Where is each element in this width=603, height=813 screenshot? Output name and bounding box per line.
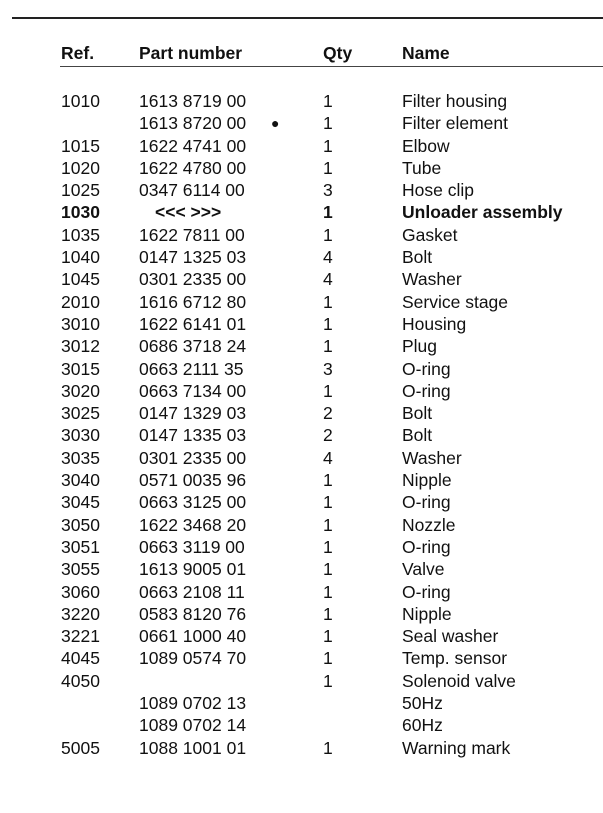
cell-qty: 4 [323, 247, 333, 268]
cell-name: Washer [402, 447, 462, 468]
cell-name: O-ring [402, 492, 451, 513]
cell-part-number: 0663 3119 00 [139, 536, 245, 557]
cell-qty: 1 [323, 514, 333, 535]
cell-qty: 1 [323, 737, 333, 758]
table-row [0, 380, 603, 402]
cell-ref: 3055 [61, 559, 100, 580]
cell-ref: 4045 [61, 648, 100, 669]
table-row [0, 670, 603, 692]
table-row [0, 581, 603, 603]
cell-qty: 1 [323, 380, 333, 401]
cell-part-number: 1622 3468 20 [139, 514, 247, 535]
bullet-icon: ● [271, 115, 280, 132]
table-row [0, 358, 603, 380]
cell-name: O-ring [402, 380, 451, 401]
header-name: Name [402, 43, 450, 63]
cell-name: Bolt [402, 403, 433, 424]
table-row [0, 536, 603, 558]
cell-part-number: 0147 1325 03 [139, 247, 247, 268]
cell-part-number: 1613 8719 00 [139, 91, 247, 111]
cell-name: O-ring [402, 536, 451, 557]
table-row [0, 558, 603, 580]
cell-qty: 1 [323, 313, 333, 334]
header-ref: Ref. [61, 43, 95, 63]
cell-qty: 1 [323, 470, 333, 491]
cell-ref: 3220 [61, 603, 100, 624]
cell-part-number: 1622 6141 01 [139, 313, 247, 334]
cell-qty: 1 [323, 559, 333, 580]
table-row [0, 313, 603, 335]
cell-part-number: 1622 4780 00 [139, 157, 247, 178]
cell-ref: 1040 [61, 247, 100, 268]
table-row [0, 157, 603, 179]
cell-ref: 1020 [61, 157, 100, 178]
cell-qty: 2 [323, 403, 333, 424]
cell-name: O-ring [402, 581, 451, 602]
cell-name: Plug [402, 336, 438, 357]
cell-ref: 3045 [61, 492, 100, 513]
header-qty: Qty [323, 43, 353, 63]
cell-ref: 3221 [61, 626, 100, 647]
cell-name: Nipple [402, 470, 452, 491]
cell-qty: 4 [323, 269, 333, 290]
table-row [0, 335, 603, 357]
cell-qty: 1 [323, 135, 333, 156]
table-row [0, 625, 603, 647]
cell-name: Filter element [402, 113, 509, 134]
cell-name: Unloader assembly [402, 202, 563, 223]
cell-part-number: 1613 8720 00 [139, 113, 247, 134]
cell-ref: 3015 [61, 358, 100, 379]
cell-part-number: 0583 8120 76 [139, 603, 247, 624]
cell-ref: 3040 [61, 470, 100, 491]
cell-ref: 4050 [61, 670, 100, 691]
cell-part-number: 0347 6114 00 [139, 180, 245, 201]
table-row [0, 603, 603, 625]
cell-part-number: 0147 1329 03 [139, 403, 247, 424]
cell-ref: 1010 [61, 91, 100, 111]
cell-qty: 1 [323, 648, 333, 669]
cell-name: 60Hz [402, 715, 443, 736]
cell-ref: 1015 [61, 135, 100, 156]
table-row [0, 246, 603, 268]
cell-part-number: 1088 1001 01 [139, 737, 247, 758]
cell-part-number: 0663 2108 11 [139, 581, 245, 602]
table-row [0, 514, 603, 536]
cell-part-number: 1616 6712 80 [139, 291, 247, 312]
cell-qty: 4 [323, 447, 333, 468]
cell-part-number: 0147 1335 03 [139, 425, 247, 446]
cell-part-number: 0661 1000 40 [139, 626, 247, 647]
cell-part-number: 0686 3718 24 [139, 336, 247, 357]
cell-part-number: 1622 7811 00 [139, 224, 245, 245]
table-row [0, 291, 603, 313]
cell-name: Washer [402, 269, 462, 290]
table-row [0, 647, 603, 669]
cell-qty: 3 [323, 358, 333, 379]
cell-ref: 3025 [61, 403, 100, 424]
cell-name: Elbow [402, 135, 450, 156]
table-row [0, 112, 603, 134]
cell-qty: 2 [323, 425, 333, 446]
cell-ref: 3051 [61, 536, 100, 557]
table-row [0, 90, 603, 112]
cell-part-number: 0663 2111 35 [139, 358, 244, 379]
cell-name: Bolt [402, 425, 433, 446]
table-row [0, 402, 603, 424]
table-row [0, 491, 603, 513]
cell-name: Solenoid valve [402, 670, 516, 691]
cell-qty: 1 [323, 492, 333, 513]
cell-part-number: 0571 0035 96 [139, 470, 247, 491]
cell-name: Gasket [402, 224, 458, 245]
table-row [0, 714, 603, 736]
table-row [0, 135, 603, 157]
cell-qty: 1 [323, 113, 333, 134]
header-part-number: Part number [139, 43, 243, 63]
parts-table [0, 90, 603, 759]
header-rule [60, 66, 603, 67]
table-row [0, 224, 603, 246]
cell-name: Filter housing [402, 91, 508, 111]
cell-qty: 1 [323, 336, 333, 357]
cell-part-number: <<< >>> [155, 202, 222, 223]
cell-name: Seal washer [402, 626, 499, 647]
cell-ref: 1025 [61, 180, 100, 201]
cell-qty: 1 [323, 224, 333, 245]
cell-qty: 1 [323, 202, 333, 223]
cell-qty: 1 [323, 157, 333, 178]
cell-part-number: 1089 0574 70 [139, 648, 247, 669]
cell-qty: 1 [323, 291, 333, 312]
cell-ref: 3050 [61, 514, 100, 535]
cell-name: Nozzle [402, 514, 456, 535]
cell-name: Temp. sensor [402, 648, 508, 669]
top-rule [12, 17, 603, 19]
cell-qty: 1 [323, 626, 333, 647]
cell-part-number: 1613 9005 01 [139, 559, 247, 580]
cell-name: Hose clip [402, 180, 474, 201]
table-header [0, 42, 603, 66]
table-row [0, 424, 603, 446]
cell-qty: 1 [323, 603, 333, 624]
cell-name: Warning mark [402, 737, 511, 758]
cell-ref: 3010 [61, 313, 100, 334]
cell-part-number: 0663 7134 00 [139, 380, 247, 401]
table-row [0, 201, 603, 223]
cell-qty: 1 [323, 91, 333, 111]
cell-ref: 3030 [61, 425, 100, 446]
cell-qty: 1 [323, 536, 333, 557]
cell-qty: 1 [323, 581, 333, 602]
cell-ref: 1045 [61, 269, 100, 290]
cell-name: Service stage [402, 291, 509, 312]
cell-ref: 3020 [61, 380, 100, 401]
cell-ref: 3035 [61, 447, 100, 468]
cell-ref: 5005 [61, 737, 100, 758]
cell-qty: 3 [323, 180, 333, 201]
cell-qty: 1 [323, 670, 333, 691]
table-row [0, 179, 603, 201]
table-row [0, 692, 603, 714]
cell-ref: 1030 [61, 202, 100, 223]
cell-ref: 1035 [61, 224, 100, 245]
table-row [0, 469, 603, 491]
cell-name: Valve [402, 559, 445, 580]
cell-part-number: 1089 0702 14 [139, 715, 247, 736]
cell-name: O-ring [402, 358, 451, 379]
cell-part-number: 0663 3125 00 [139, 492, 247, 513]
cell-name: Tube [402, 157, 442, 178]
cell-name: Housing [402, 313, 467, 334]
cell-part-number: 0301 2335 00 [139, 269, 247, 290]
cell-name: 50Hz [402, 693, 443, 714]
table-row [0, 447, 603, 469]
table-row [0, 268, 603, 290]
cell-part-number: 1089 0702 13 [139, 693, 247, 714]
cell-ref: 3012 [61, 336, 100, 357]
table-row [0, 737, 603, 759]
cell-part-number: 0301 2335 00 [139, 447, 247, 468]
cell-ref: 3060 [61, 581, 100, 602]
cell-part-number: 1622 4741 00 [139, 135, 247, 156]
cell-name: Bolt [402, 247, 433, 268]
cell-ref: 2010 [61, 291, 100, 312]
cell-name: Nipple [402, 603, 452, 624]
